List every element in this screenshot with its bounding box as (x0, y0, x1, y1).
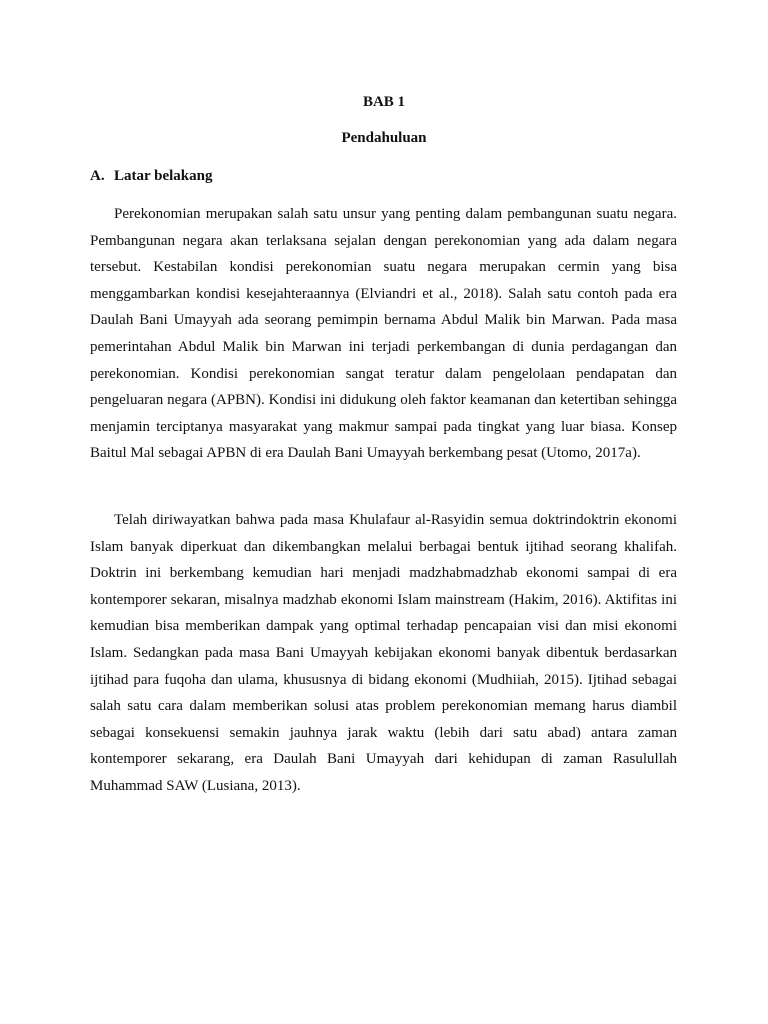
chapter-title: BAB 1 (362, 94, 406, 110)
section-title: Latar belakang (114, 168, 213, 184)
chapter-subtitle: Pendahuluan (341, 130, 427, 146)
paragraph-2: Telah diriwayatkan bahwa pada masa Khulafaur al-Rasyidin semua doktrindoktrin ekonomi Islam banyak diperkuat dan dikembangkan melalui berbagai bentuk ijtihad seorang khalifah. Doktrin ini berkembang kemudian hari menjadi madzhabmadzhab ekonomi sampai di era kontemporer sekaran, misalnya madzhab ekonomi Islam mainstream (Hakim, 2016). Aktifitas ini kemudian bisa memberikan dampak yang optimal terhadap pencapaian visi dan misi ekonomi Islam. Sedangkan pada masa Bani Umayyah kebijakan ekonomi banyak dibentuk berdasarkan ijtihad para fuqoha dan ulama, khususnya di bidang ekonomi (Mudhiiah, 2015). Ijtihad sebagai salah satu cara dalam memberikan solusi atas problem perekonomian memang harus diambil sebagai konsekuensi semakin jauhnya jarak waktu (lebih dari satu abad) antara zaman kontemporer sekarang, era Daulah Bani Umayyah dari kehidupan di zaman Rasulullah Muhammad SAW (Lusiana, 2013). (90, 512, 677, 794)
paragraph-1: Perekonomian merupakan salah satu unsur yang penting dalam pembangunan suatu negara. Pembangunan negara akan terlaksana sejalan dengan perekonomian yang ada dalam negara tersebut. Kestabilan kondisi perekonomian suatu negara merupakan cermin yang bisa menggambarkan kondisi kesejahteraannya (Elviandri et al., 2018). Salah satu contoh pada era Daulah Bani Umayyah ada seorang pemimpin bernama Abdul Malik bin Marwan. Pada masa pemerintahan Abdul Malik bin Marwan ini terjadi perkembangan di dunia perdagangan dan perekonomian. Kondisi perekonomian sangat teratur dalam pengelolaan pendapatan dan pengeluaran negara (APBN). Kondisi ini didukung oleh faktor keamanan dan ketertiban sehingga menjamin terciptanya masyarakat yang makmur sampai pada tingkat yang luar biasa. Konsep Baitul Mal sebagai APBN di era Daulah Bani Umayyah berkembang pesat (Utomo, 2017a). (90, 206, 677, 462)
section-number: A. (90, 168, 105, 184)
section-heading (90, 166, 213, 186)
